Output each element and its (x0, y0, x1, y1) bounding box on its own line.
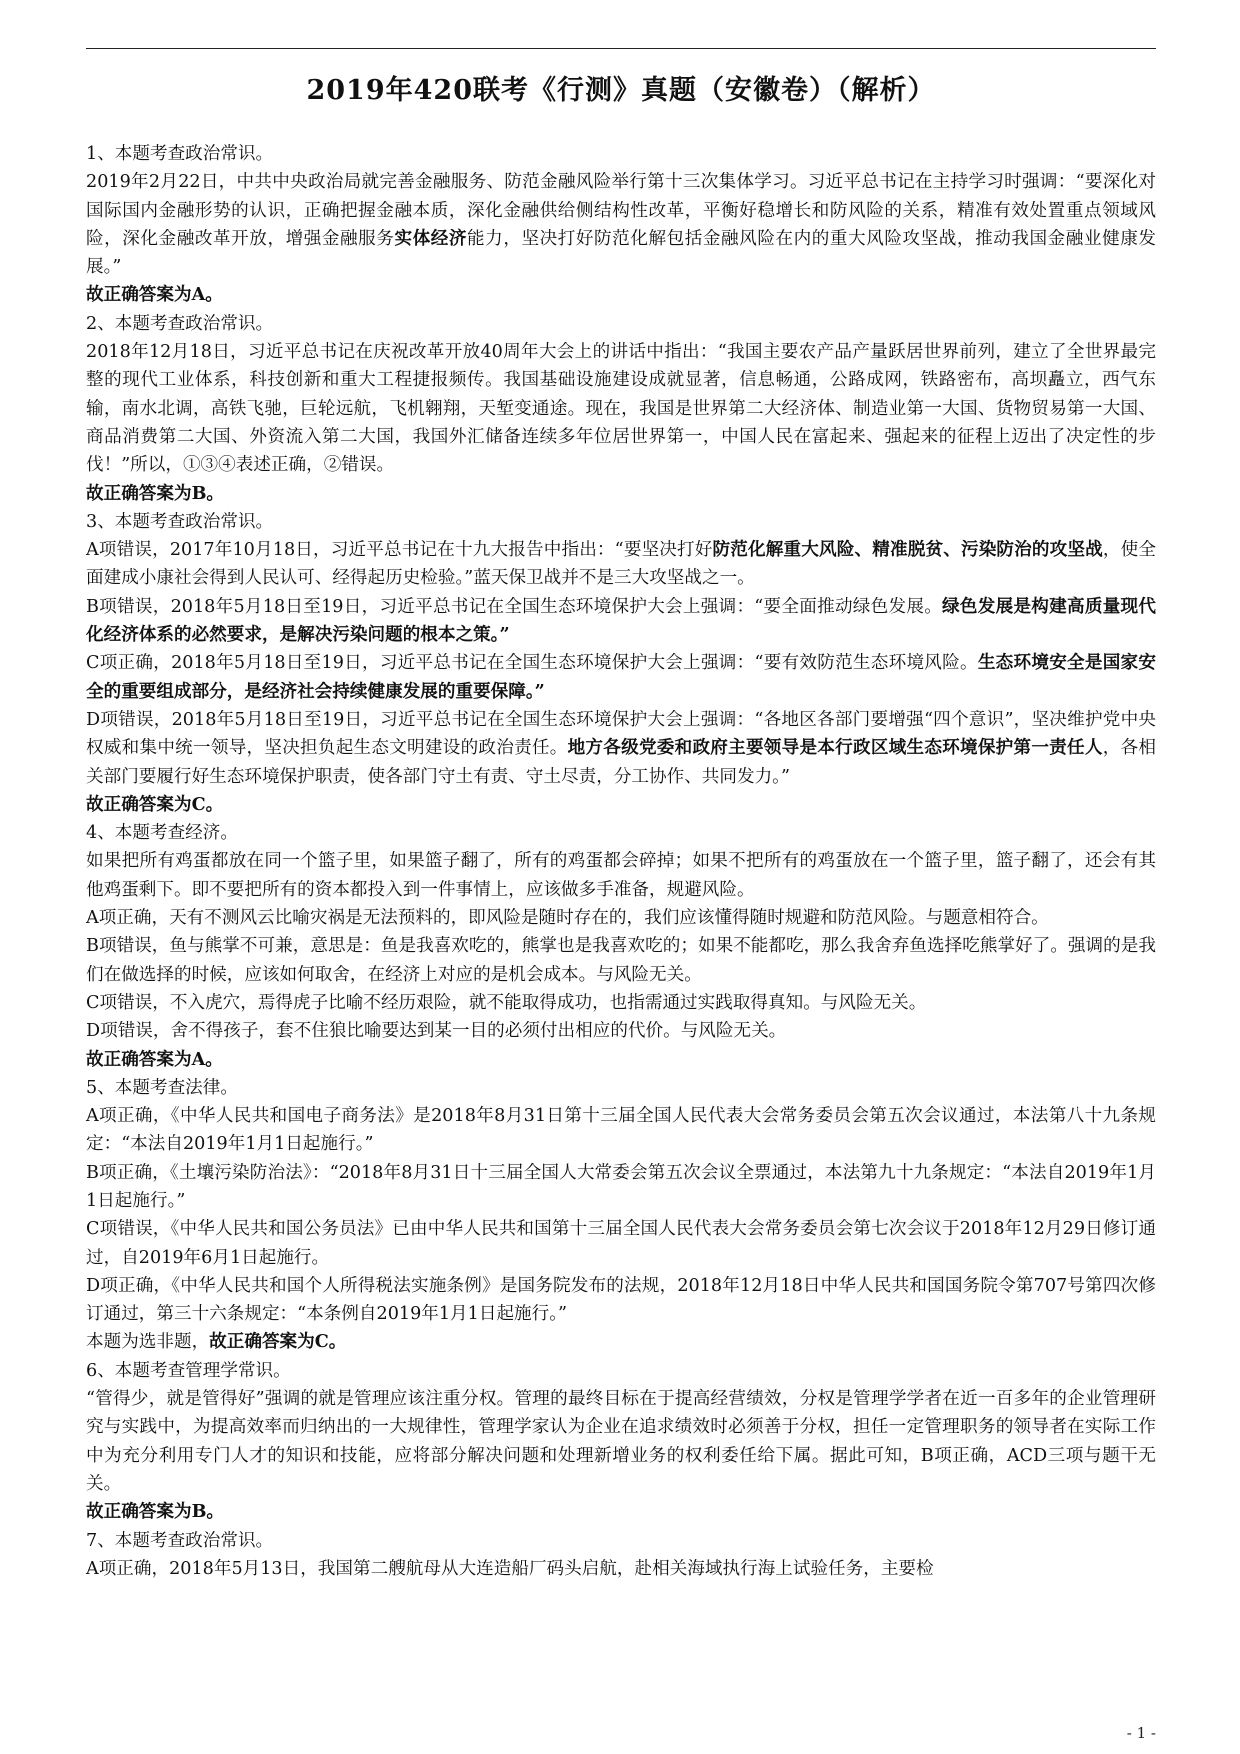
q3-option-c: C项正确，2018年5月18日至19日，习近平总书记在全国生态环境保护大会上强调：“要有效防范生态环境风险。生态环境安全是国家安全的重要组成部分，是经济社会持续健康发展的重要保障。” (86, 652, 1156, 702)
q5-answer: 本题为选非题，故正确答案为C。 (86, 1331, 347, 1353)
q7-option-a: A项正确，2018年5月13日，我国第二艘航母从大连造船厂码头启航，赴相关海域执行海上试验任务，主要检 (86, 1558, 934, 1579)
q4-option-a: A项正确，天有不测风云比喻灾祸是无法预料的，即风险是随时存在的，我们应该懂得随时规避和防范风险。与题意相符合。 (86, 908, 1049, 929)
q5-option-a: A项正确，《中华人民共和国电子商务法》是2018年8月31日第十三届全国人民代表大会常务委员会第五次会议通过，本法第八十九条规定：“本法自2019年1月1日起施行。” (86, 1106, 1156, 1155)
q4-answer: 故正确答案为A。 (86, 1048, 223, 1070)
q3-option-a: A项错误，2017年10月18日，习近平总书记在十九大报告中指出：“要坚决打好防范化解重大风险、精准脱贫、污染防治的攻坚战，使全面建成小康社会得到人民认可、经得起历史检验。”蓝天保卫战并不是三大攻坚战之一。 (86, 539, 1156, 589)
q4-heading: 4、本题考查经济。 (86, 823, 238, 844)
q4-option-c: C项错误，不入虎穴，焉得虎子比喻不经历艰险，就不能取得成功，也指需通过实践取得真知。与风险无关。 (86, 992, 927, 1013)
q3-option-d: D项错误，2018年5月18日至19日，习近平总书记在全国生态环境保护大会上强调：“各地区各部门要增强“四个意识”，坚决维护党中央权威和集中统一领导，坚决担负起生态文明建设的政治责任。地方各级党委和政府主要领导是本行政区域生态环境保护第一责任人，各相关部门要履行好生态环境保护职责，使各部门守土有责、守土尽责，分工协作、共同发力。” (86, 709, 1156, 787)
q3-heading: 3、本题考查政治常识。 (86, 511, 274, 532)
q2-answer: 故正确答案为B。 (86, 482, 225, 504)
q1-heading: 1、本题考查政治常识。 (86, 144, 274, 164)
page-title: 2019年420联考《行测》真题（安徽卷）（解析） (306, 75, 936, 106)
page-number: - 1 - (1126, 1724, 1156, 1742)
q1-answer: 故正确答案为A。 (86, 284, 223, 306)
q7-heading: 7、本题考查政治常识。 (86, 1530, 274, 1551)
q6-heading: 6、本题考查管理学常识。 (86, 1360, 291, 1381)
q6-answer: 故正确答案为B。 (86, 1501, 225, 1523)
q4-option-d: D项错误，舍不得孩子，套不住狼比喻要达到某一目的必须付出相应的代价。与风险无关。 (86, 1021, 787, 1042)
header-rule (86, 48, 1156, 49)
q2-explanation: 2018年12月18日，习近平总书记在庆祝改革开放40周年大会上的讲话中指出：“我国主要农产品产量跃居世界前列，建立了全世界最完整的现代工业体系，科技创新和重大工程捷报频传。我国基础设施建设成就显著，信息畅通，公路成网，铁路密布，高坝矗立，西气东输，南水北调，高铁飞驰，巨轮远航，飞机翱翔，天堑变通途。现在，我国是世界第二大经济体、制造业第一大国、货物贸易第一大国、商品消费第二大国、外资流入第二大国，我国外汇储备连续多年位居世界第一，中国人民在富起来、强起来的征程上迈出了决定性的步伐！”所以，①③④表述正确，②错误。 (86, 342, 1156, 476)
q6-explanation: “管得少，就是管得好”强调的就是管理应该注重分权。管理的最终目标在于提高经营绩效，分权是管理学学者在近一百多年的企业管理研究与实践中，为提高效率而归纳出的一大规律性，管理学家认为企业在追求绩效时必须善于分权，担任一定管理职务的领导者在实际工作中为充分利用专门人才的知识和技能，应将部分解决问题和处理新增业务的权利委任给下属。据此可知，B项正确，ACD三项与题干无关。 (86, 1389, 1156, 1494)
q2-heading: 2、本题考查政治常识。 (86, 313, 274, 334)
q5-option-d: D项正确，《中华人民共和国个人所得税法实施条例》是国务院发布的法规，2018年12月18日中华人民共和国国务院令第707号第四次修订通过，第三十六条规定：“本条例自2019年1月1日起施行。” (86, 1275, 1156, 1325)
q4-intro: 如果把所有鸡蛋都放在同一个篮子里，如果篮子翻了，所有的鸡蛋都会碎掉；如果不把所有的鸡蛋放在一个篮子里，篮子翻了，还会有其他鸡蛋剩下。即不要把所有的资本都投入到一件事情上，应该做多手准备，规避风险。 (86, 851, 1156, 900)
q5-option-b: B项正确，《土壤污染防治法》：“2018年8月31日十三届全国人大常委会第五次会议全票通过，本法第九十九条规定：“本法自2019年1月1日起施行。” (86, 1162, 1156, 1211)
q5-heading: 5、本题考查法律。 (86, 1077, 238, 1098)
q1-explanation: 2019年2月22日，中共中央政治局就完善金融服务、防范金融风险举行第十三次集体学习。习近平总书记在主持学习时强调：“要深化对国际国内金融形势的认识，正确把握金融本质，深化金融供给侧结构性改革，平衡好稳增长和防风险的关系，精准有效处置重点领域风险，深化金融改革开放，增强金融服务实体经济能力，坚决打好防范化解包括金融风险在内的重大风险攻坚战，推动我国金融业健康发展。” (86, 172, 1156, 278)
q3-option-b: B项错误，2018年5月18日至19日，习近平总书记在全国生态环境保护大会上强调：“要全面推动绿色发展。绿色发展是构建高质量现代化经济体系的必然要求，是解决污染问题的根本之策。” (86, 595, 1156, 646)
q3-answer: 故正确答案为C。 (86, 793, 224, 815)
document-body (86, 140, 1156, 1583)
q5-option-c: C项错误，《中华人民共和国公务员法》已由中华人民共和国第十三届全国人民代表大会常务委员会第七次会议于2018年12月29日修订通过，自2019年6月1日起施行。 (86, 1219, 1156, 1268)
q4-option-b: B项错误，鱼与熊掌不可兼，意思是：鱼是我喜欢吃的，熊掌也是我喜欢吃的；如果不能都吃，那么我舍弃鱼选择吃熊掌好了。强调的是我们在做选择的时候，应该如何取舍，在经济上对应的是机会成本。与风险无关。 (86, 936, 1156, 985)
